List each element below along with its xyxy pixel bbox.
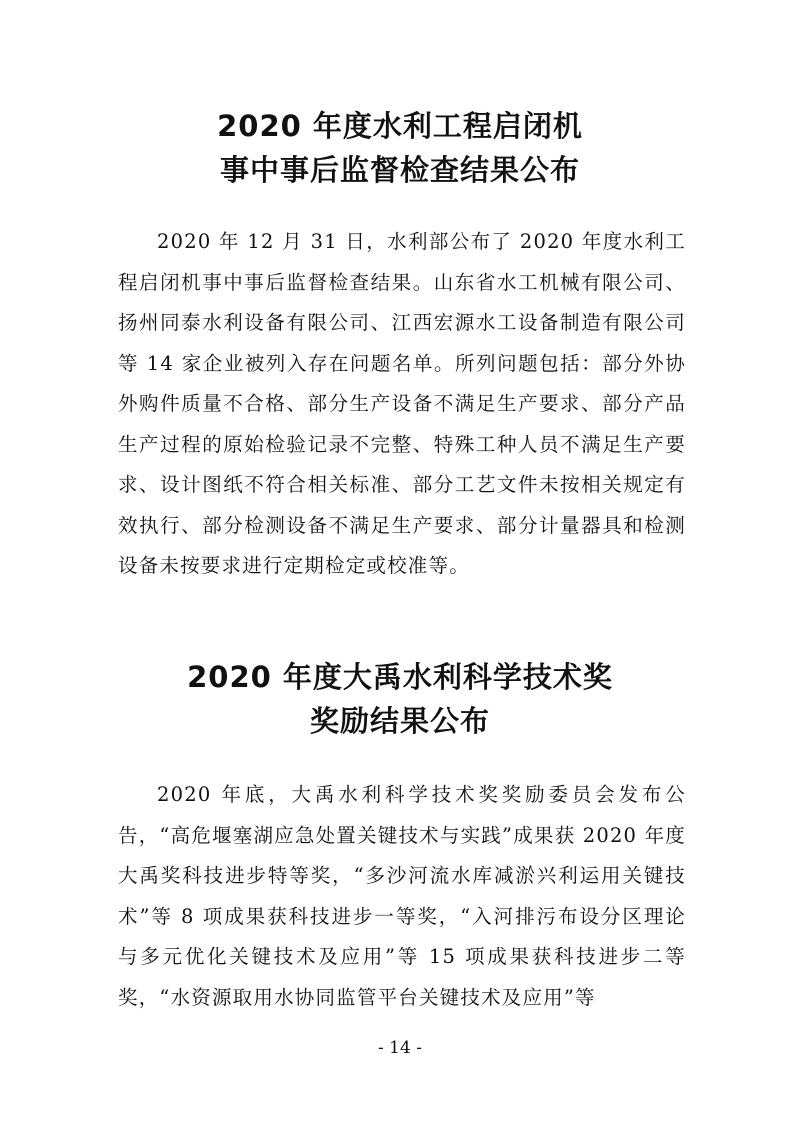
section2-paragraph: 2020 年底，大禹水利科学技术奖奖励委员会发布公告，“高危堰塞湖应急处置关键技术与实践”成果获 2020 年度大禹奖科技进步特等奖，“多沙河流水库减淤兴利运用关键技术”等 8 项成果获科技进步一等奖，“入河排污布设分区理论与多元优化关键技术及应用”等 15 项成果获科技进步二等奖，“水资源取用水协同监管平台关键技术及应用”等: [118, 783, 686, 1009]
section1-title-line2: 事中事后监督检查结果公布: [219, 153, 580, 187]
section2-title: [100, 655, 700, 743]
section2-title-line2: 奖励结果公布: [309, 704, 490, 738]
section2-title-line1: 2020 年度大禹水利科学技术奖: [187, 660, 613, 694]
section1-title: [100, 104, 700, 192]
section1-title-line1: 2020 年度水利工程启闭机: [217, 109, 583, 143]
page-number: - 14 -: [378, 1038, 422, 1058]
section1-paragraph: 2020 年 12 月 31 日，水利部公布了 2020 年度水利工程启闭机事中事后监督检查结果。山东省水工机械有限公司、扬州同泰水利设备有限公司、江西宏源水工设备制造有限公司等 14 家企业被列入存在问题名单。所列问题包括：部分外协外购件质量不合格、部分生产设备不满足生产要求、部分产品生产过程的原始检验记录不完整、特殊工种人员不满足生产要求、设计图纸不符合相关标准、部分工艺文件未按相关规定有效执行、部分检测设备不满足生产要求、部分计量器具和检测设备未按要求进行定期检定或校准等。: [118, 230, 686, 577]
